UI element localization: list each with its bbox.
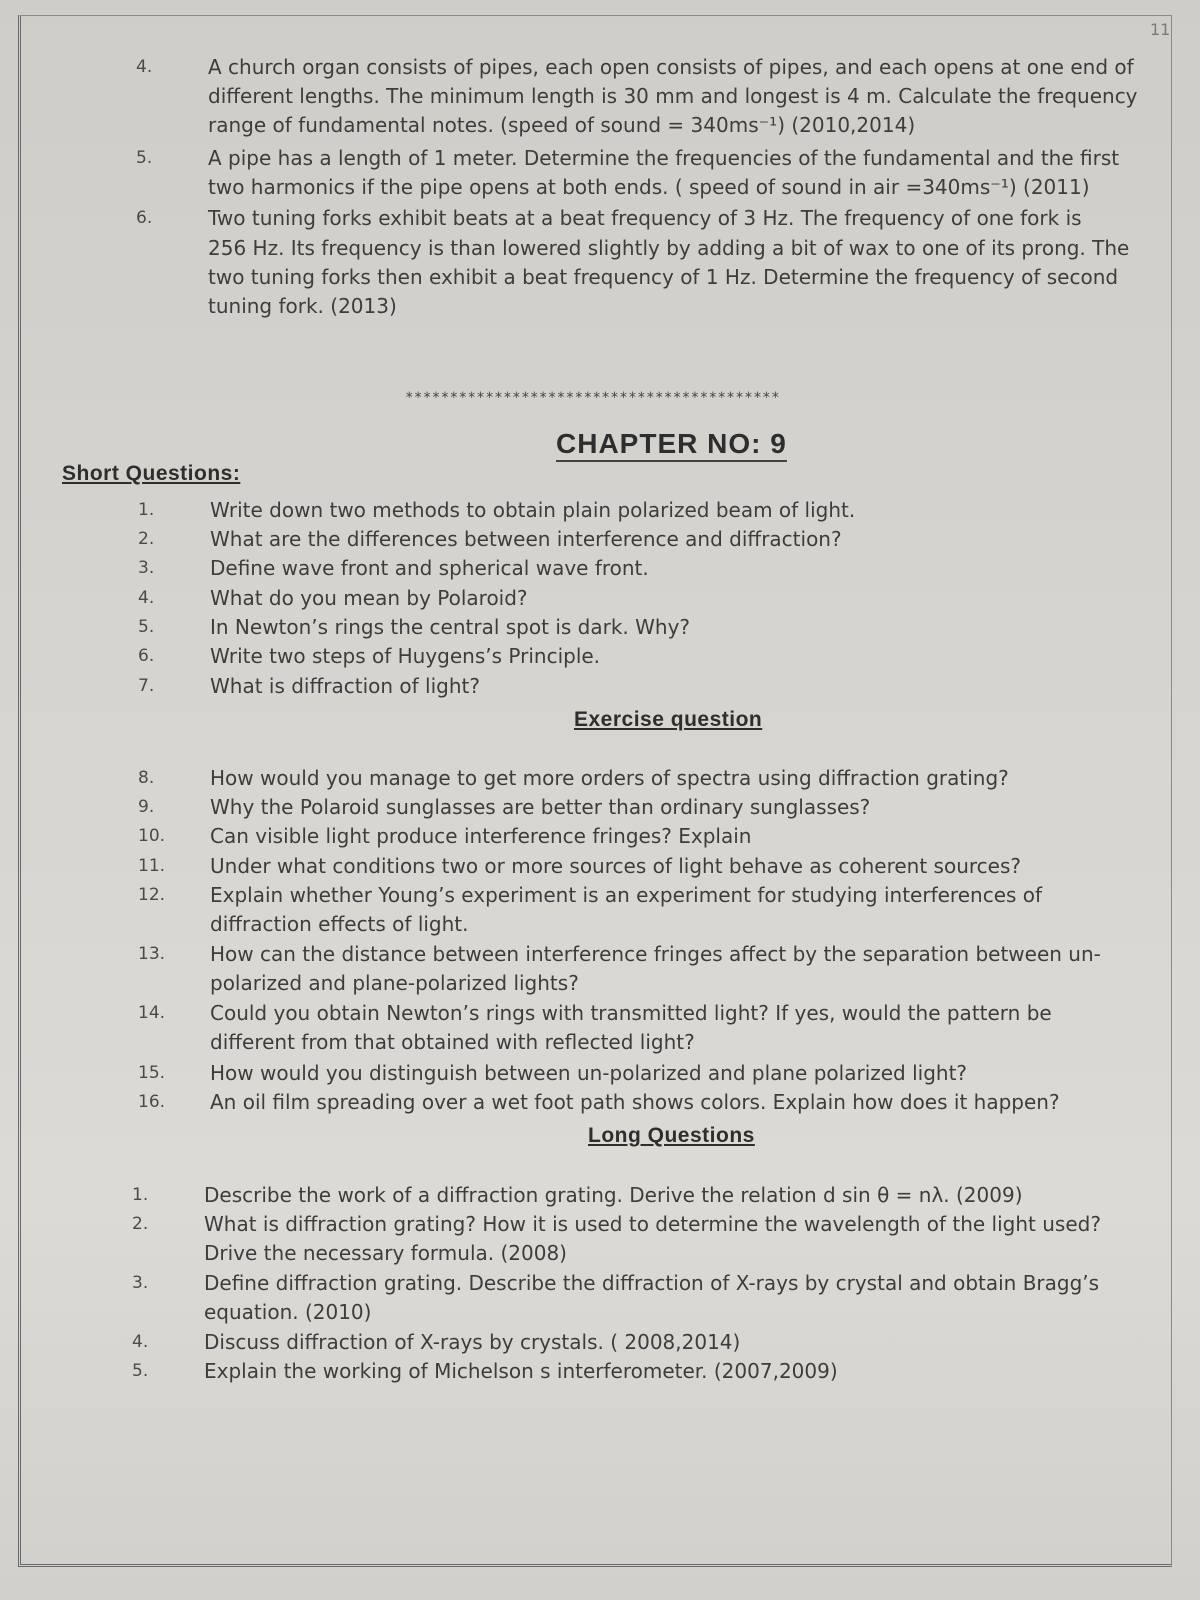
document-page: 11 4. A church organ consists of pipes, each open consists of pipes, and each opens at one end of different lengths. The minimum length is 30 mm and longest is 4 m. Calculate the frequency range of fundamental notes. (speed of sound = 340ms⁻¹) (2010,2014) 5. A pipe has a length of 1 meter. Determine the frequencies of the fundamental and the first two harmonics if the pipe opens at both ends. ( speed of sound in air =340ms⁻¹) (2011) 6. Two tuning forks exhibit beats at a beat frequency of 3 Hz. The frequency of one fork is 256 Hz. Its frequency is than lowered slightly by adding a bit of wax to one of its prong. The two tuning forks then exhibit a beat frequency of 1 Hz. Determine the frequency of second tuning fork. (2013) ****************************************** CHAPTER NO: 9 Short Questions: 1. Write down two methods to obtain plain polarized beam of light. 2. What are the differences between interference and diffraction? 3. Define wave front and spherical wave front. 4. What do you mean by Polaroid? 5. In Newton’s rings the central spot is dark. Why? 6. Write two steps of Huygens’s Principle. 7. What is diffraction of light? Exercise question 8. How would you manage to get more orders of spectra using diffraction grating? 9. Why the Polaroid sunglasses are better than ordinary sunglasses? 10. Can visible light produce interference fringes? Explain 11. Under what conditions two or more sources of light behave as coherent sources? 12. Explain whether Young’s experiment is an experiment for studying interferences of diffraction effects of light. 13. How can the distance between interference fringes affect by the separation between un- polarized and plane-polarized lights? 14. Could you obtain Newton’s rings with transmitted light? If yes, would the pattern be different from that obtained with reflected light? 15. How would you distinguish between un-polarized and plane polarized light? 16. An oil film spreading over a wet foot path shows colors. Explain how does it happen? Long Questions 1. Describe the work of a diffraction grating. Derive the relation d sin θ = nλ. (2009) 2. What is diffraction grating? How it is used to determine the wavelength of the light used? Drive the necessary formula. (2008) 3. Define diffraction grating. Describe the diffraction of X-rays by crystal and obtain Bragg’s equation. (2010) 4. Discuss diffraction of X-rays by crystals. ( 2008,2014) 5. Explain the working of Michelson s interferometer. (2007,2009) <box>0 0 1200 1600</box>
long-questions-heading: Long Questions <box>588 1124 755 1147</box>
exercise-heading: Exercise question <box>574 708 763 731</box>
chapter-title: CHAPTER NO: 9 <box>556 428 787 462</box>
separator: ****************************************** <box>405 390 781 406</box>
short-questions-heading: Short Questions: <box>62 462 241 485</box>
page-number: 11 <box>1150 20 1171 39</box>
